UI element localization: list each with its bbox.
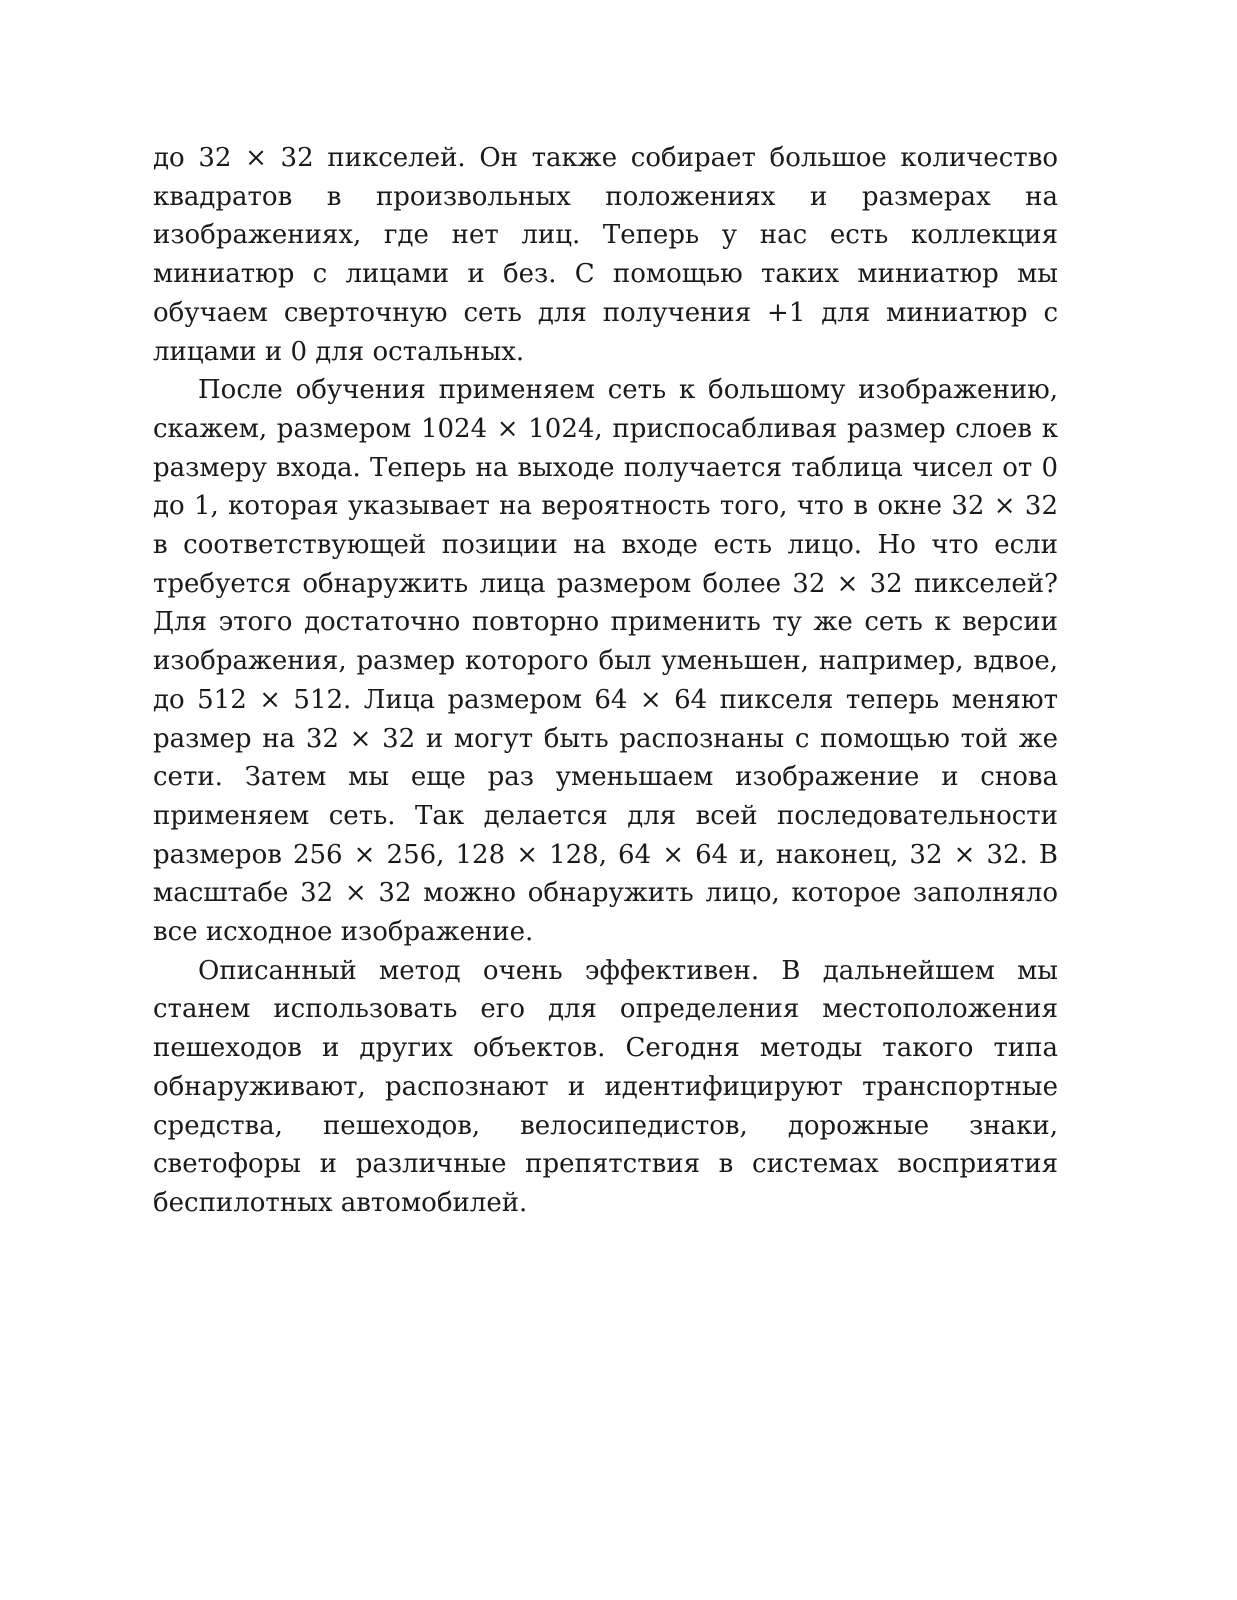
paragraph-method-applications: Описанный метод очень эффективен. В дальнейшем мы станем использовать его для определения местоположения пешеходов и других объектов. Сегодня методы такого типа обнаруживают, распознают и идентифицируют транспортные средства, пешеходов, велосипедистов, дорожные знаки, светофоры и различные препятствия в системах восприятия беспилотных автомобилей. (153, 955, 1058, 1218)
paragraph-multiscale-detection: После обучения применяем сеть к большому изображению, скажем, размером 1024 × 1024, приспосабливая размер слоев к размеру входа. Теперь на выходе получается таблица чисел от 0 до 1, которая указывает на вероятность того, что в окне 32 × 32 в соответствующей позиции на входе есть лицо. Но что если требуется обнаружить лица размером более 32 × 32 пикселей? Для этого достаточно повторно применить ту же сеть к версии изображения, размер которого был уменьшен, например, вдвое, до 512 × 512. Лица размером 64 × 64 пикселя теперь меняют размер на 32 × 32 и могут быть распознаны с помощью той же сети. Затем мы еще раз уменьшаем изображение и снова применяем сеть. Так делается для всей последовательности размеров 256 × 256, 128 × 128, 64 × 64 и, наконец, 32 × 32. В масштабе 32 × 32 можно обнаружить лицо, которое заполняло все исходное изображение. (153, 375, 1058, 948)
page-body (153, 139, 1058, 1223)
paragraph-continuation: до 32 × 32 пикселей. Он также собирает большое количество квадратов в произвольных положениях и размерах на изображениях, где нет лиц. Теперь у нас есть коллекция миниатюр с лицами и без. С помощью таких миниатюр мы обучаем сверточную сеть для получения +1 для миниатюр с лицами и 0 для остальных. (153, 143, 1058, 367)
